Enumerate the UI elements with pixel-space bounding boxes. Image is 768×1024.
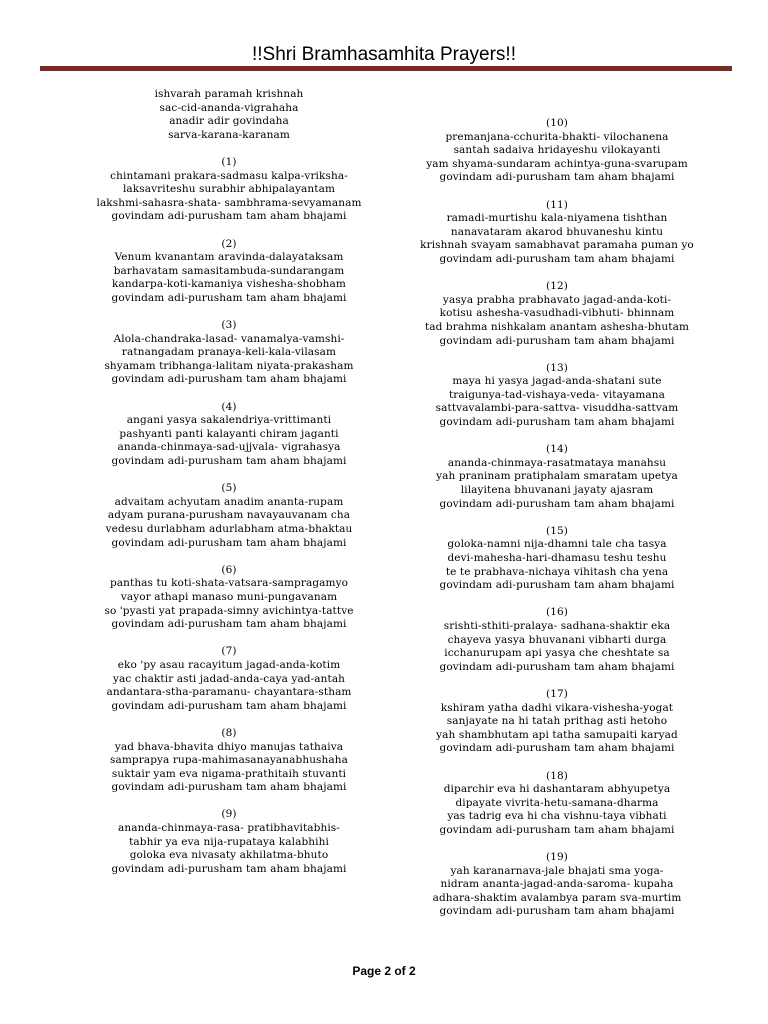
verse-line: ananda-chinmaya-rasa- pratibhavitabhis- [118,822,340,835]
verse-line: vedesu durlabham adurlabham atma-bhaktau [105,523,353,535]
verse-block [64,319,394,387]
verse-block [392,117,722,185]
verse-line: govindam adi-purusham tam aham bhajami [439,416,675,429]
verse-line: sattvavalambi-para-sattva- visuddha-sattvam [435,402,679,415]
verse-line: traigunya-tad-vishaya-veda- vitayamana [448,388,666,401]
verse-number: (14) [546,443,568,456]
verse-block [392,851,722,919]
verse-line: andantara-stha-paramanu- chayantara-stham [106,686,352,699]
verse-block [392,770,722,838]
verse-block [392,362,722,430]
verse-line: govindam adi-purusham tam aham bhajami [111,862,347,875]
verse-line: adyam purana-purusham navayauvanam cha [107,509,351,522]
verse-number: (16) [546,606,568,619]
verse-block [64,156,394,224]
verse-block [64,88,394,142]
verse-line: govindam adi-purusham tam aham bhajami [111,455,347,468]
verse-block [64,808,394,876]
verse-line: govindam adi-purusham tam aham bhajami [111,291,347,304]
verse-number: (9) [221,808,237,821]
verse-line: adhara-shaktim avalambya param sva-murtim [432,891,682,904]
verse-line: ishvarah paramah krishnah [154,88,304,100]
verse-line: panthas tu koti-shata-vatsara-sampragamyo [109,577,349,590]
verse-line: govindam adi-purusham tam aham bhajami [439,171,675,184]
verse-line: govindam adi-purusham tam aham bhajami [111,781,347,794]
verse-line: govindam adi-purusham tam aham bhajami [111,210,347,223]
verse-line: Alola-chandraka-lasad- vanamalya-vamshi- [113,332,345,345]
verse-line: vayor athapi manaso muni-pungavanam [120,590,338,603]
verse-line: yah praninam pratiphalam smaratam upetya [436,470,678,483]
verse-line: angani yasya sakalendriya-vrittimanti [126,414,332,427]
verse-line: goloka eva nivasaty akhilatma-bhuto [129,849,329,862]
verse-number: (15) [546,524,568,537]
verse-line: govindam adi-purusham tam aham bhajami [439,252,675,265]
verse-line: govindam adi-purusham tam aham bhajami [111,618,347,631]
verse-line: govindam adi-purusham tam aham bhajami [439,905,675,918]
verse-line: diparchir eva hi dashantaram abhyupetya [443,783,671,796]
verse-line: so 'pyasti yat prapada-simny avichintya-tattve [104,604,354,617]
header-divider [40,66,732,71]
verse-number: (10) [546,117,568,129]
verse-number: (18) [546,769,568,782]
verse-line: ananda-chinmaya-rasatmataya manahsu [447,456,667,469]
verse-block [64,727,394,795]
verse-line: laksavriteshu surabhir abhipalayantam [122,183,336,196]
verse-block [392,199,722,267]
verse-block [392,280,722,348]
verse-number: (17) [546,687,568,700]
verse-number: (5) [221,482,237,495]
verse-line: devi-mahesha-hari-dhamasu teshu teshu [447,552,667,564]
verse-block [64,401,394,469]
left-verse-column [64,88,394,890]
verse-line: santah sadaiva hridayeshu vilokayanti [453,144,661,157]
verse-line: barhavatam samasitambuda-sundarangam [113,264,345,277]
page-title: !!Shri Bramhasamhita Prayers!! [252,44,516,65]
verse-line: govindam adi-purusham tam aham bhajami [439,579,675,592]
verse-line: govindam adi-purusham tam aham bhajami [111,536,347,549]
verse-block [64,564,394,632]
verse-block [392,525,722,593]
verse-line: lilayitena bhuvanani jayaty ajasram [460,484,654,497]
verse-line: premanjana-cchurita-bhakti- vilochanena [445,130,669,143]
verse-line: te te prabhava-nichaya vihitash cha yena [445,565,669,578]
verse-line: govindam adi-purusham tam aham bhajami [439,497,675,510]
verse-line: pashyanti panti kalayanti chiram jaganti [119,427,339,440]
verse-line: yah karanarnava-jale bhajati sma yoga- [450,864,664,877]
verse-line: govindam adi-purusham tam aham bhajami [111,699,347,712]
verse-line: samprapya rupa-mahimasanayanabhushaha [110,754,348,767]
verse-line: nidram ananta-jagad-anda-saroma- kupaha [440,878,674,891]
verse-line: sac-cid-ananda-vigrahaha [159,101,299,114]
verse-line: anadir adir govindaha [169,115,289,128]
verse-line: govindam adi-purusham tam aham bhajami [439,334,675,347]
page-number: Page 2 of 2 [352,964,416,978]
verse-line: srishti-sthiti-pralaya- sadhana-shaktir eka [443,619,671,632]
verse-line: advaitam achyutam anadim ananta-rupam [114,495,344,508]
verse-line: icchanurupam api yasya che cheshtate sa [444,647,670,660]
verse-line: govindam adi-purusham tam aham bhajami [439,742,675,755]
verse-line: dipayate vivrita-hetu-samana-dharma [455,796,659,809]
verse-number: (13) [546,361,568,374]
verse-number: (19) [546,851,568,864]
verse-line: govindam adi-purusham tam aham bhajami [439,660,675,673]
verse-line: Venum kvanantam aravinda-dalayataksam [114,251,344,264]
verse-line: yas tadrig eva hi cha vishnu-taya vibhati [447,810,667,823]
verse-number: (8) [221,726,237,739]
verse-number: (12) [546,280,568,293]
verse-line: ramadi-murtishu kala-niyamena tishthan [446,212,668,225]
verse-line: govindam adi-purusham tam aham bhajami [439,823,675,836]
verse-number: (4) [221,400,237,413]
verse-line: yac chaktir asti jadad-anda-caya yad-antah [112,672,346,685]
verse-line: ananda-chinmaya-sad-ujjvala- vigrahasya [117,441,341,454]
verse-line: yasya prabha prabhavato jagad-anda-koti- [442,293,672,306]
verse-line: goloka-namni nija-dhamni tale cha tasya [447,538,667,551]
verse-line: tad brahma nishkalam anantam ashesha-bhutam [424,320,690,333]
verse-line: kandarpa-koti-kamaniya vishesha-shobham [112,278,346,291]
verse-block [392,688,722,756]
verse-line: ratnangadam pranaya-keli-kala-vilasam [121,346,337,359]
verse-line: maya hi yasya jagad-anda-shatani sute [452,375,662,388]
verse-line: yam shyama-sundaram achintya-guna-svarupam [426,157,688,170]
verse-number: (2) [221,237,237,250]
verse-line: nanavataram akarod bhuvaneshu kintu [450,225,664,238]
verse-line: sanjayate na hi tatah prithag asti hetoho [446,715,668,728]
verse-number: (7) [221,645,237,658]
verse-number: (6) [221,563,237,576]
verse-line: chayeva yasya bhuvanani vibharti durga [447,633,667,646]
verse-line: yad bhava-bhavita dhiyo manujas tathaiva [114,740,344,753]
verse-line: sarva-karana-karanam [168,128,290,141]
verse-line: shyamam tribhanga-lalitam niyata-prakasham [104,359,354,372]
verse-block [64,482,394,550]
verse-number: (11) [546,198,568,211]
verse-block [64,645,394,713]
verse-line: tabhir ya eva nija-rupataya kalabhihi [129,835,329,848]
verse-block [64,238,394,306]
verse-number: (1) [221,155,237,168]
verse-line: chintamani prakara-sadmasu kalpa-vriksha- [110,169,348,182]
verse-line: yah shambhutam api tatha samupaiti karyad [436,728,678,741]
verse-block [392,606,722,674]
verse-line: lakshmi-sahasra-shata- sambhrama-sevyamanam [96,196,362,209]
verse-line: krishnah svayam samabhavat paramaha puman yo [420,239,694,252]
verse-line: govindam adi-purusham tam aham bhajami [111,373,347,386]
verse-line: suktair yam eva nigama-prathitaih stuvanti [111,767,347,780]
verse-block [392,443,722,511]
verse-line: kshiram yatha dadhi vikara-vishesha-yogat [440,701,674,714]
right-verse-column [392,117,722,933]
verse-line: eko 'py asau racayitum jagad-anda-kotim [117,658,341,671]
verse-number: (3) [221,319,237,332]
verse-line: kotisu ashesha-vasudhadi-vibhuti- bhinnam [439,307,675,320]
